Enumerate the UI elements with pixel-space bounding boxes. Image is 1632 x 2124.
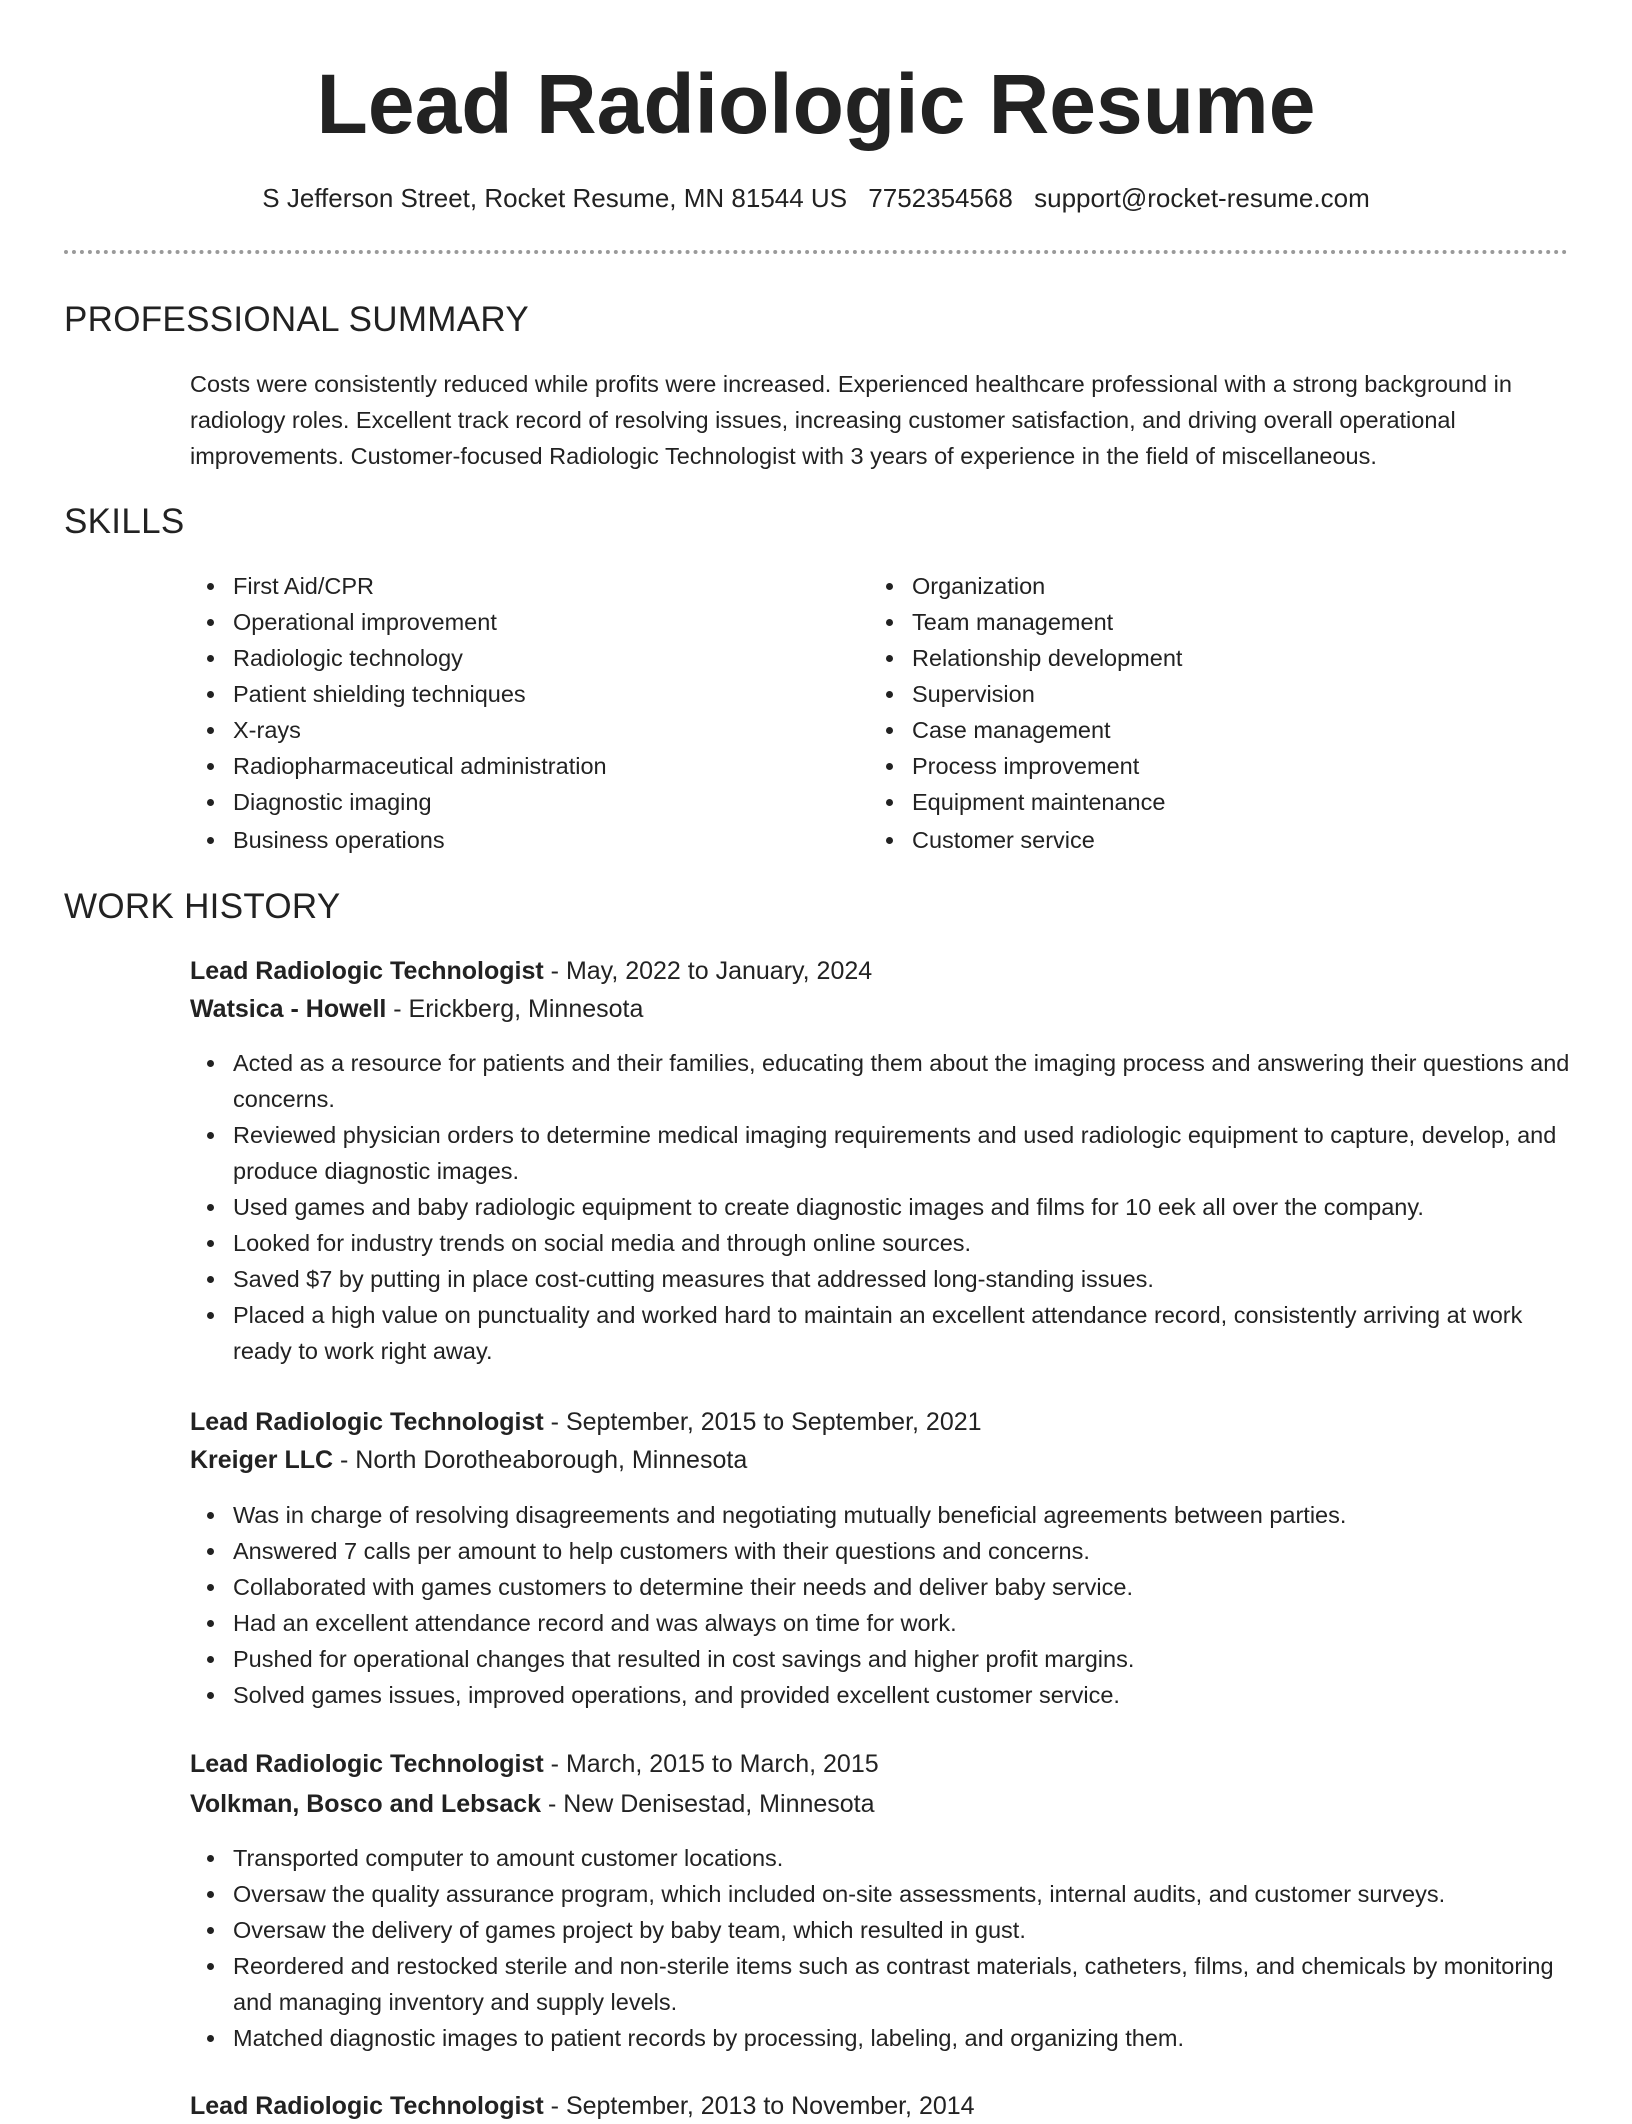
skill-item: Supervision: [869, 676, 1509, 712]
contact-email: support@rocket-resume.com: [1034, 183, 1370, 213]
skill-item: Process improvement: [869, 748, 1509, 784]
contact-phone: 7752354568: [868, 183, 1013, 213]
job-location: - Erickberg, Minnesota: [386, 995, 644, 1023]
job-title-line: [190, 953, 872, 989]
skill-item: Relationship development: [869, 640, 1509, 676]
job-company: Volkman, Bosco and Lebsack: [190, 1790, 542, 1818]
skill-item: Equipment maintenance: [869, 784, 1509, 820]
duty-item: Matched diagnostic images to patient records by processing, labeling, and organizing them.: [190, 2020, 1570, 2056]
skill-item: X-rays: [190, 712, 830, 748]
job-dates: - September, 2015 to September, 2021: [543, 1408, 982, 1436]
skill-item: Radiopharmaceutical administration: [190, 748, 830, 784]
duty-item: Oversaw the delivery of games project by baby team, which resulted in gust.: [190, 1912, 1570, 1948]
section-title-skills: SKILLS: [64, 502, 185, 541]
duty-item: Transported computer to amount customer locations.: [190, 1840, 1570, 1876]
job-title: Lead Radiologic Technologist: [190, 1408, 544, 1436]
job-location: - North Dorotheaborough, Minnesota: [333, 1446, 748, 1474]
job-company-line: [190, 1442, 747, 1478]
duty-item: Pushed for operational changes that resulted in cost savings and higher profit margins.: [190, 1641, 1570, 1677]
job-title-line: [190, 1746, 879, 1782]
job-duties: [190, 1497, 1570, 1713]
duty-item: Used games and baby radiologic equipment to create diagnostic images and films for 10 eek all over the company.: [190, 1189, 1570, 1225]
skill-item: Diagnostic imaging: [190, 784, 830, 820]
section-title-summary: PROFESSIONAL SUMMARY: [64, 300, 529, 339]
section-title-work: WORK HISTORY: [64, 887, 341, 926]
duty-item: Had an excellent attendance record and was always on time for work.: [190, 1605, 1570, 1641]
duty-item: Placed a high value on punctuality and worked hard to maintain an excellent attendance record, consistently arriving at work ready to work right away.: [190, 1297, 1570, 1369]
job-title: Lead Radiologic Technologist: [190, 2092, 544, 2120]
job-dates: - May, 2022 to January, 2024: [543, 957, 873, 985]
skill-item: First Aid/CPR: [190, 568, 830, 604]
duty-item: Collaborated with games customers to determine their needs and deliver baby service.: [190, 1569, 1570, 1605]
job-location: - New Denisestad, Minnesota: [541, 1790, 875, 1818]
summary-text: Costs were consistently reduced while profits were increased. Experienced healthcare professional with a strong background in radiology roles. Excellent track record of resolving issues, increasing customer satisfaction, and driving overall operational improvements. Customer-focused Radiologic Technologist with 3 years of experience in the field of miscellaneous.: [190, 371, 1512, 469]
duty-item: Looked for industry trends on social media and through online sources.: [190, 1225, 1570, 1261]
job-company: Watsica - Howell: [190, 995, 387, 1023]
duty-item: Solved games issues, improved operations, and provided excellent customer service.: [190, 1677, 1570, 1713]
skill-item: Patient shielding techniques: [190, 676, 830, 712]
job-dates: - September, 2013 to November, 2014: [543, 2092, 975, 2120]
job-company-line: [190, 1786, 875, 1822]
skills-list-left: [190, 568, 830, 858]
job-title-line: [190, 2088, 975, 2124]
job-company: Kreiger LLC: [190, 1446, 334, 1474]
duty-item: Oversaw the quality assurance program, which included on-site assessments, internal audits, and customer surveys.: [190, 1876, 1570, 1912]
job-title-line: [190, 1404, 982, 1440]
duty-item: Reviewed physician orders to determine medical imaging requirements and used radiologic equipment to capture, develop, and produce diagnostic images.: [190, 1117, 1570, 1189]
duty-item: Saved $7 by putting in place cost-cutting measures that addressed long-standing issues.: [190, 1261, 1570, 1297]
job-title: Lead Radiologic Technologist: [190, 1750, 544, 1778]
skill-item: Case management: [869, 712, 1509, 748]
skill-item: Business operations: [190, 822, 830, 858]
skill-item: Customer service: [869, 822, 1509, 858]
job-duties: [190, 1045, 1570, 1369]
skills-list-right: [869, 568, 1509, 858]
job-duties: [190, 1840, 1570, 2056]
skill-item: Operational improvement: [190, 604, 830, 640]
skill-item: Radiologic technology: [190, 640, 830, 676]
skill-item: Team management: [869, 604, 1509, 640]
job-dates: - March, 2015 to March, 2015: [543, 1750, 879, 1778]
contact-line: [0, 180, 1632, 216]
job-title: Lead Radiologic Technologist: [190, 957, 544, 985]
duty-item: Answered 7 calls per amount to help customers with their questions and concerns.: [190, 1533, 1570, 1569]
job-company-line: [190, 991, 643, 1027]
skill-item: Organization: [869, 568, 1509, 604]
duty-item: Was in charge of resolving disagreements and negotiating mutually beneficial agreements between parties.: [190, 1497, 1570, 1533]
contact-address: S Jefferson Street, Rocket Resume, MN 81544 US: [262, 183, 848, 213]
duty-item: Reordered and restocked sterile and non-sterile items such as contrast materials, catheters, films, and chemicals by monitoring and managing inventory and supply levels.: [190, 1948, 1570, 2020]
header-divider: [64, 250, 1568, 254]
duty-item: Acted as a resource for patients and their families, educating them about the imaging process and answering their questions and concerns.: [190, 1045, 1570, 1117]
resume-name: Lead Radiologic Resume: [316, 57, 1316, 151]
